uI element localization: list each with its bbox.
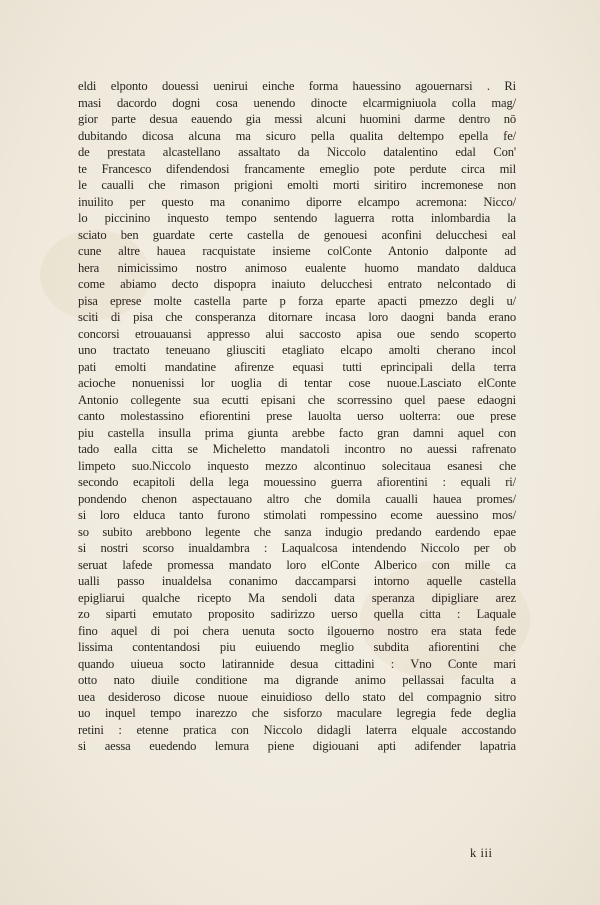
text-line: seruat lafede promessa mandato loro elConte Alberico con mille ca: [78, 557, 516, 572]
text-line: de prestata alcastellano assaltato da Niccolo datalentino edal Con': [78, 145, 516, 159]
text-line: epigliarui qualche ricepto Ma sendoli data speranza dipigliare arez: [78, 590, 516, 605]
text-line: acioche nonuenissi lor uoglia di tentar cose nuoue.Lasciato elConte: [78, 376, 516, 390]
text-line: uno tractato teneuano gliusciti etagliato elcapo amolti cherano incol: [78, 343, 516, 357]
text-line: uo inquel tempo inarezzo che sisforzo maculare legregia fede deglia: [78, 706, 516, 720]
text-line: pondendo chenon aspectauano altro che domila caualli hauea promes/: [78, 491, 516, 506]
text-line: si loro elduca tanto furono stimolati rompessino ecome auessino mos/: [78, 508, 516, 522]
text-line: pati emolti mandatine afirenze equasi tutti eprincipali della terra: [78, 359, 516, 374]
text-line: limpeto suo.Niccolo inquesto mezzo alcontinuo solecitaua esanesi che: [78, 458, 516, 473]
text-line: si aessa euedendo lemura piene digiouani apti adifender lapatria: [78, 739, 516, 753]
text-line: inuilito per questo ma conanimo diporre elcampo acremona: Nicco/: [78, 194, 516, 209]
text-line: retini : etenne pratica con Niccolo didagli laterra elquale accostando: [78, 722, 516, 737]
text-line: si nostri scorso inualdambra : Laqualcosa intendendo Niccolo per ob: [78, 541, 516, 555]
text-line: piu castella insulla prima giunta arebbe facto gran damni aquel con: [78, 425, 516, 440]
text-line: otto nato diuile conditione ma digrande animo pellassai faculta a: [78, 673, 516, 687]
text-line: le caualli che rimason prigioni emolti morti siritiro incremonese non: [78, 178, 516, 192]
text-line: masi dacordo dogni cosa uenendo dinocte elcarmigniuola colla mag/: [78, 95, 516, 110]
text-line: secondo ecapitoli della lega mouessino guerra afiorentini : equali ri/: [78, 475, 516, 489]
text-line: quando uiueua socto latirannide desua cittadini : Vno Conte mari: [78, 656, 516, 671]
text-line: uea desideroso dicose nuoue einuidioso dello stato del compagnio sitro: [78, 689, 516, 704]
text-line: te Francesco difendendosi francamente emeglio pote perdute circa mil: [78, 161, 516, 176]
text-line: fino aquel di poi chera uenuta socto ilgouerno nostro era stata fede: [78, 623, 516, 638]
text-line: eldi elponto douessi uenirui einche forma hauessino agouernarsi . Ri: [78, 79, 516, 93]
text-line: dubitando dicosa alcuna ma sicuro pella qualita deltempo epella fe/: [78, 128, 516, 143]
text-line: concorsi etrouauansi appresso alui saccosto apisa oue sendo scoperto: [78, 326, 516, 341]
text-line: ualli passo inualdelsa conanimo daccamparsi intorno aquelle castella: [78, 574, 516, 588]
text-line: Antonio collegente sua ecutti episani che scorressino quel paese edaogni: [78, 392, 516, 407]
text-block: [78, 78, 516, 755]
text-line: tado ealla citta se Micheletto mandatoli incontro no auessi rafrenato: [78, 442, 516, 456]
text-line: gior parte desua eauendo gia messi alcuni huomini darme dentro nō: [78, 112, 516, 126]
text-line: lo piccinino inquesto tempo sentendo laguerra rotta inlombardia la: [78, 211, 516, 225]
text-line: come abiamo decto dispopra inaiuto delucchesi entrato nelcontado di: [78, 277, 516, 291]
text-line: lissima contentandosi piu euiuendo meglio subdita afiorentini che: [78, 640, 516, 654]
text-line: canto molestassino efiorentini prese lauolta uerso uolterra: oue prese: [78, 409, 516, 423]
text-line: hera nimicissimo nostro animoso eualente huomo mandato dalduca: [78, 260, 516, 275]
text-line: cune altre hauea racquistate insieme colConte Antonio dalponte ad: [78, 244, 516, 258]
text-line: so subito arebbono legente che sanza indugio predando eardendo epae: [78, 524, 516, 539]
signature-mark: k iii: [470, 846, 493, 860]
text-line: zo siparti emutato proposito sadirizzo uerso quella citta : Laquale: [78, 607, 516, 621]
text-line: sciti di pisa che consperanza ditornare incasa loro daogni banda erano: [78, 310, 516, 324]
text-line: pisa eprese molte castella parte p forza eparte apacti pmezzo degli u/: [78, 293, 516, 308]
text-line: sciato ben guardate certe castella de genouesi aconfini delucchesi eal: [78, 227, 516, 242]
